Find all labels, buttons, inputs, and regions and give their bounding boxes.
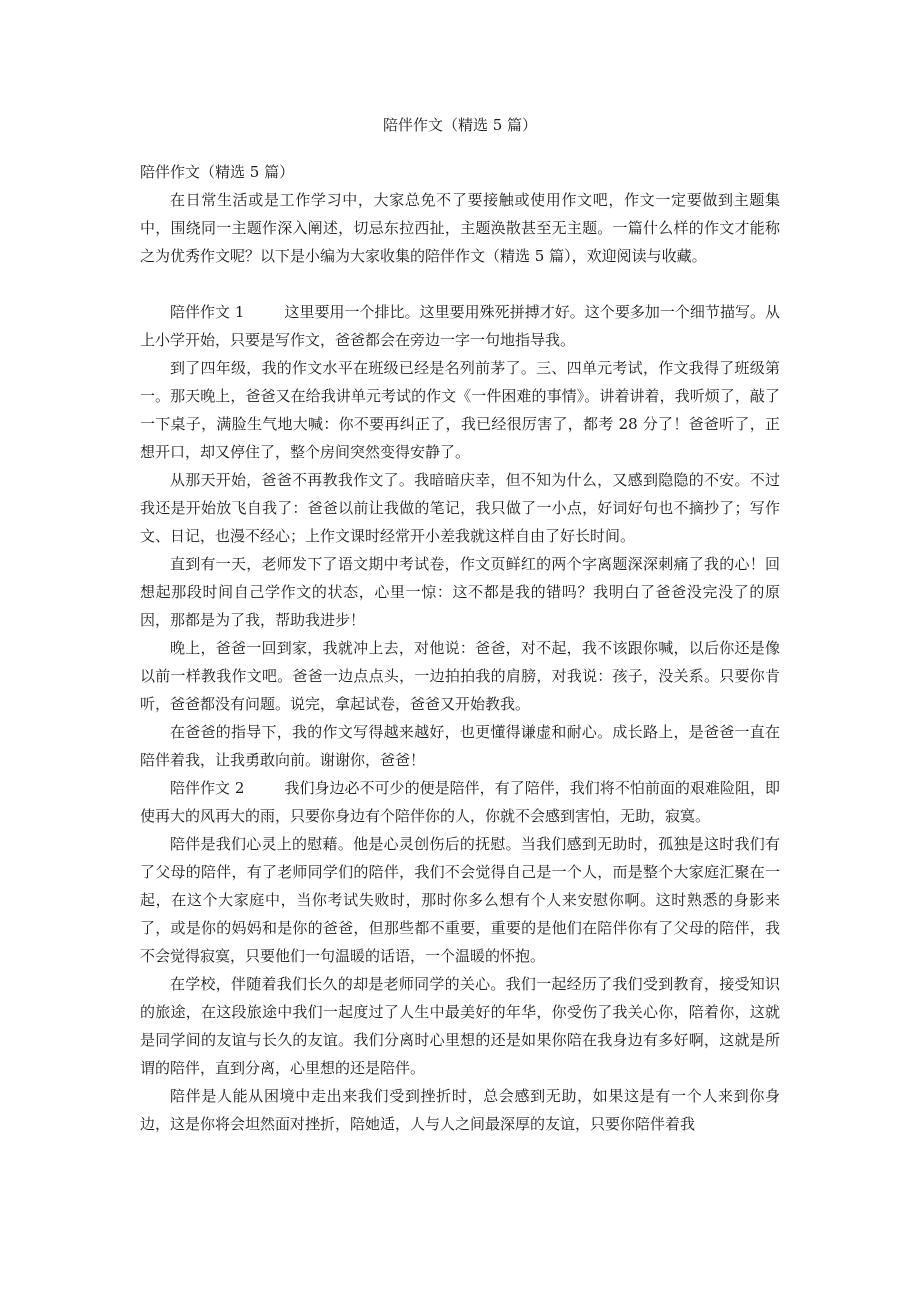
paragraph-text: 这里要用一个排比。这里要用殊死拼搏才好。这个要多加一个细节描写。从上小学开始，只要是写作文，爸爸都会在旁边一字一句地指导我。 <box>140 303 780 349</box>
essay-label: 陪伴作文 2 <box>170 779 245 797</box>
paragraph-text: 在日常生活或是工作学习中，大家总免不了要接触或使用作文吧，作文一定要做到主题集中，围绕同一主题作深入阐述，切忌东拉西扯，主题涣散甚至无主题。一篇什么样的作文才能称之为优秀作文呢？以下是小编为大家收集的陪伴作文（精选 5 篇），欢迎阅读与收藏。 <box>140 191 780 265</box>
paragraph-text: 从那天开始，爸爸不再教我作文了。我暗暗庆幸，但不知为什么，又感到隐隐的不安。不过我还是开始放飞自我了：爸爸以前让我做的笔记，我只做了一小点，好词好句也不摘抄了；写作文、日记，也漫不经心；上作文课时经常开小差我就这样自由了好长时间。 <box>140 471 780 545</box>
paragraph-text: 陪伴是人能从困境中走出来我们受到挫折时，总会感到无助，如果这是有一个人来到你身边，这是你将会坦然面对挫折，陪她适，人与人之间最深厚的友谊，只要你陪伴着我 <box>140 1087 780 1133</box>
paragraph-essay2-3 <box>140 970 780 1082</box>
paragraph-text: 到了四年级，我的作文水平在班级已经是名列前茅了。三、四单元考试，作文我得了班级第一。那天晚上，爸爸又在给我讲单元考试的作文《一件困难的事情》。讲着讲着，我听烦了，敲了一下桌子，满脸生气地大喊：你不要再纠正了，我已经很厉害了，都考 28 分了！爸爸听了，正想开口，却又停住了，整个房间突然变得安静了。 <box>140 359 780 461</box>
paragraph-essay2-4 <box>140 1082 780 1138</box>
document-body <box>140 158 780 1138</box>
paragraph-essay2-1 <box>140 774 780 830</box>
essay-label: 陪伴作文 1 <box>170 303 245 321</box>
paragraph-intro <box>140 186 780 270</box>
paragraph-essay2-2 <box>140 830 780 970</box>
paragraph-text: 陪伴是我们心灵上的慰藉。他是心灵创伤后的抚慰。当我们感到无助时，孤独是这时我们有了父母的陪伴，有了老师同学们的陪伴，我们不会觉得自己是一个人，而是整个大家庭汇聚在一起，在这个大家庭中，当你考试失败时，那时你多么想有个人来安慰你啊。这时熟悉的身影来了，或是你的妈妈和是你的爸爸，但那些都不重要，重要的是他们在陪伴你有了父母的陪伴，我不会觉得寂寞，只要他们一句温暖的话语，一个温暖的怀抱。 <box>140 835 780 965</box>
paragraph-text: 在爸爸的指导下，我的作文写得越来越好，也更懂得谦虚和耐心。成长路上，是爸爸一直在陪伴着我，让我勇敢向前。谢谢你，爸爸！ <box>140 723 780 769</box>
document-heading: 陪伴作文（精选 5 篇） <box>140 163 295 181</box>
paragraph-text: 我们身边必不可少的便是陪伴，有了陪伴，我们将不怕前面的艰难险阻，即使再大的风再大的雨，只要你身边有个陪伴你的人，你就不会感到害怕，无助，寂寞。 <box>140 779 780 825</box>
document-title: 陪伴作文（精选 5 篇） <box>382 116 538 134</box>
paragraph-essay1-1 <box>140 298 780 354</box>
paragraph-essay1-2 <box>140 354 780 466</box>
paragraph-essay1-5 <box>140 634 780 718</box>
paragraph-essay1-6 <box>140 718 780 774</box>
paragraph-text: 直到有一天，老师发下了语文期中考试卷，作文页鲜红的两个字离题深深刺痛了我的心！回想起那段时间自己学作文的状态，心里一惊：这不都是我的错吗？我明白了爸爸没完没了的原因，那都是为了我，帮助我进步！ <box>140 555 780 629</box>
paragraph-essay1-4 <box>140 550 780 634</box>
paragraph-essay1-3 <box>140 466 780 550</box>
paragraph-text: 晚上，爸爸一回到家，我就冲上去，对他说：爸爸，对不起，我不该跟你喊，以后你还是像以前一样教我作文吧。爸爸一边点点头，一边拍拍我的肩膀，对我说：孩子，没关系。只要你肯听，爸爸都没有问题。说完，拿起试卷，爸爸又开始教我。 <box>140 639 780 713</box>
paragraph-text: 在学校，伴随着我们长久的却是老师同学的关心。我们一起经历了我们受到教育，接受知识的旅途，在这段旅途中我们一起度过了人生中最美好的年华，你受伤了我关心你，陪着你，这就是同学间的友谊与长久的友谊。我们分离时心里想的还是如果你陪在我身边有多好啊，这就是所谓的陪伴，直到分离，心里想的还是陪伴。 <box>140 975 780 1077</box>
